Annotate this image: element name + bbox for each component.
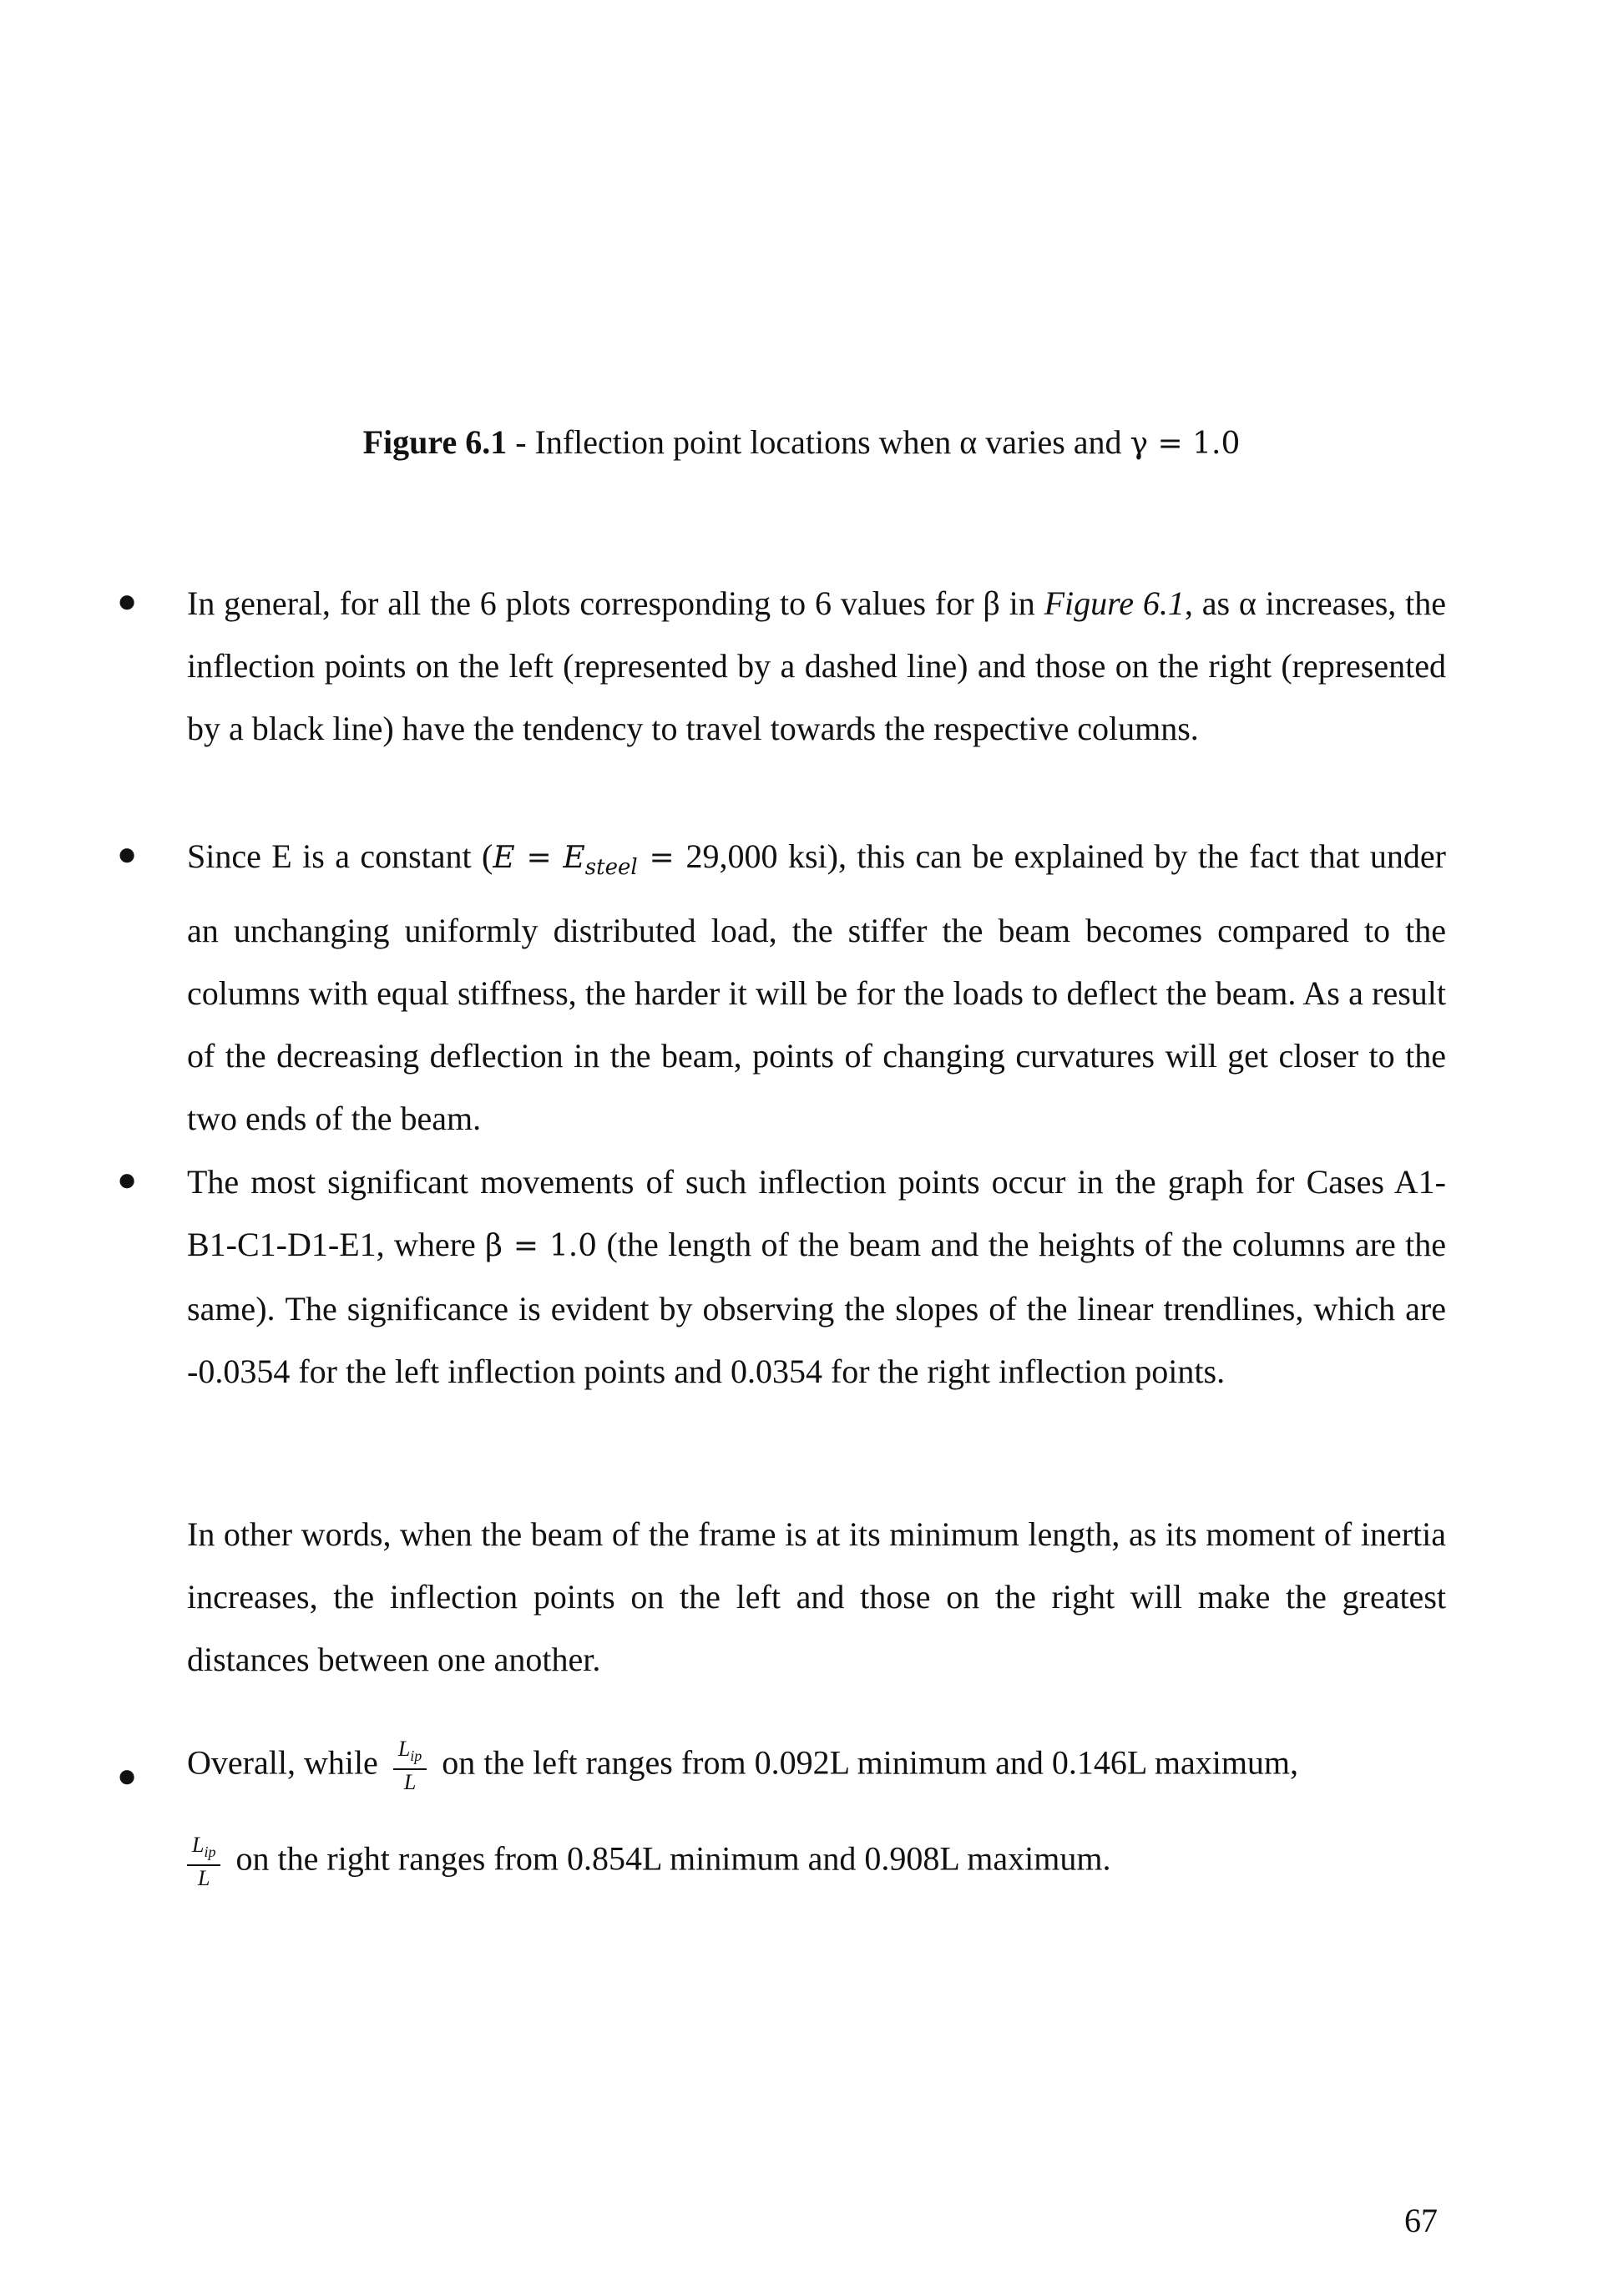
b1-text-pre: In general, for all the 6 plots corresponding to 6 values for β in <box>187 584 1044 622</box>
b1-figure-ref: Figure 6.1 <box>1044 584 1185 622</box>
fraction-lip-over-l: $\frac{L_{ip}}{L}$ <box>393 1737 427 1795</box>
bullet-marker: ● <box>117 835 138 872</box>
b3-math: β = 1.0 <box>485 1229 598 1263</box>
caption-text: Inflection point locations when α varies and <box>534 423 1130 461</box>
figure-label: Figure 6.1 <box>362 423 508 461</box>
bullet-marker: ● <box>117 1757 138 1794</box>
bullet-marker: ● <box>117 1161 138 1198</box>
b2-text-pre: Since E is a constant ( <box>187 837 493 875</box>
fraction-lip-over-l: $\frac{L_{ip}}{L}$ <box>187 1833 220 1891</box>
bullet-paragraph-4 <box>187 1737 1446 1795</box>
caption-separator: - <box>507 423 535 461</box>
b3-text-post: (the length of the beam and the heights of the columns are the same). The significance is evident by observing the slopes of the linear trendlines, which are -0.0354 for the left inflection points and 0.0354 for the right inflection points. <box>187 1226 1446 1390</box>
b4-text-post-first: on the left ranges from 0.092L minimum and 0.146L maximum, <box>433 1743 1299 1782</box>
b2-math: $E = E_{steel}$ = <box>493 841 686 881</box>
b4-text-pre: Overall, while <box>187 1743 387 1782</box>
bullet-paragraph-1 <box>187 572 1446 760</box>
caption-math: γ = 1.0 <box>1130 427 1241 461</box>
continuation-paragraph: In other words, when the beam of the frame is at its minimum length, as its moment of inertia increases, the inflection points on the left and those on the right will make the greatest distances between one another. <box>187 1515 1446 1678</box>
b4-text-post-second: on the right ranges from 0.854L minimum and 0.908L maximum. <box>227 1839 1111 1878</box>
b1-text-post: , as α increases, the inflection points on the left (represented by a dashed line) and those on the right (represented by a black line) have the tendency to travel towards the respective columns. <box>187 584 1446 747</box>
bullet-paragraph-4-continued <box>187 1833 1446 1891</box>
figure-caption <box>0 417 1603 469</box>
bullet-marker: ● <box>117 582 138 620</box>
b2-text-post: 29,000 ksi), this can be explained by the fact that under an unchanging uniformly distributed load, the stiffer the beam becomes compared to the columns with equal stiffness, the harder it will be for the loads to deflect the beam. As a result of the decreasing deflection in the beam, points of changing curvatures will get closer to the two ends of the beam. <box>187 837 1446 1138</box>
bullet-paragraph-2 <box>187 825 1446 1150</box>
page-number: 67 <box>1404 2202 1438 2239</box>
bullet-paragraph-3 <box>187 1151 1446 1403</box>
b3-text-pre: The most significant movements of such inflection points occur in the graph for Cases A1-B1-C1-D1-E1, where <box>187 1163 1446 1263</box>
